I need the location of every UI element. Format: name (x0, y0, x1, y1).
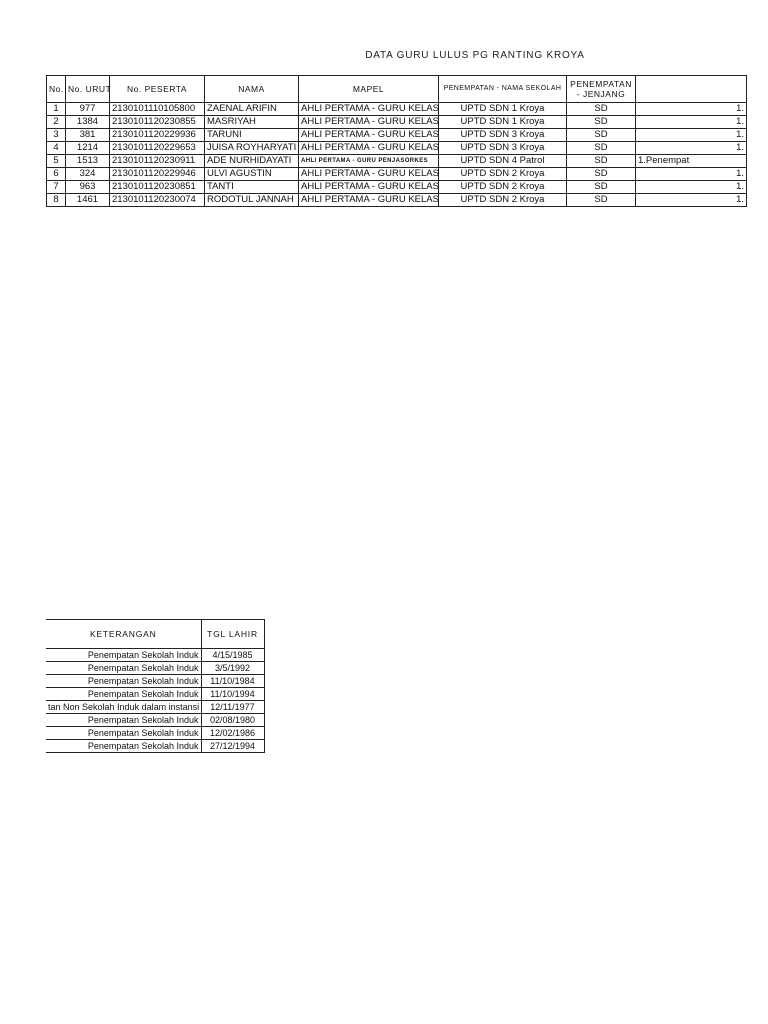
keterangan-row (46, 662, 264, 675)
cell-no: 4 (47, 142, 66, 155)
header-nama-sekolah: PENEMPATAN - NAMA SEKOLAH (439, 76, 567, 103)
keterangan-row (46, 727, 264, 740)
cell-jenjang: SD (567, 103, 636, 116)
cell-keterangan-text: Penempatan Sekolah Induk (46, 675, 201, 688)
keterangan-row (46, 714, 264, 727)
cell-keterangan-text: Penempatan Sekolah Induk (46, 649, 201, 662)
cell-keterangan-text: tan Non Sekolah Induk dalam instansi (48, 702, 200, 712)
cell-mapel: AHLI PERTAMA - GURU KELAS (299, 181, 439, 194)
cell-jenjang: SD (567, 129, 636, 142)
cell-keterangan-text: Penempatan Sekolah Induk (46, 740, 201, 753)
cell-no: 7 (47, 181, 66, 194)
cell-tgl-lahir: 12/02/1986 (201, 727, 264, 740)
cell-nama-sekolah: UPTD SDN 3 Kroya (439, 129, 567, 142)
table-row (47, 129, 747, 142)
header-no-peserta: No. PESERTA (110, 76, 205, 103)
header-tgl-lahir: TGL LAHIR (201, 620, 264, 649)
cell-tgl-lahir: 4/15/1985 (201, 649, 264, 662)
cell-no-urut: 1461 (66, 194, 110, 207)
cell-no-peserta: 2130101120230911 (110, 155, 205, 168)
cell-mapel: AHLI PERTAMA - GURU PENJASORKES (299, 155, 439, 168)
cell-no-peserta: 2130101110105800 (110, 103, 205, 116)
table-row (47, 168, 747, 181)
cell-no-urut: 963 (66, 181, 110, 194)
table-row (47, 181, 747, 194)
cell-nama-sekolah: UPTD SDN 2 Kroya (439, 194, 567, 207)
cell-tgl-lahir: 11/10/1994 (201, 688, 264, 701)
cell-no: 8 (47, 194, 66, 207)
cell-tgl-lahir: 3/5/1992 (201, 662, 264, 675)
cell-no-urut: 1513 (66, 155, 110, 168)
cell-nama: RODOTUL JANNAH (205, 194, 299, 207)
header-nama: NAMA (205, 76, 299, 103)
cell-no: 2 (47, 116, 66, 129)
keterangan-row (46, 675, 264, 688)
table-row (47, 116, 747, 129)
cell-mapel: AHLI PERTAMA - GURU KELAS (299, 142, 439, 155)
cell-nama-sekolah: UPTD SDN 1 Kroya (439, 116, 567, 129)
table-header-row (47, 76, 747, 103)
cell-no-urut: 977 (66, 103, 110, 116)
cell-no-urut: 381 (66, 129, 110, 142)
table-row (47, 142, 747, 155)
keterangan-row (46, 649, 264, 662)
cell-no-peserta: 2130101120230855 (110, 116, 205, 129)
keterangan-table (46, 619, 265, 753)
cell-keterangan: 1. (636, 142, 747, 155)
cell-jenjang: SD (567, 116, 636, 129)
cell-no-peserta: 2130101120229653 (110, 142, 205, 155)
cell-mapel: AHLI PERTAMA - GURU KELAS (299, 129, 439, 142)
cell-no-urut: 1214 (66, 142, 110, 155)
cell-no-peserta: 2130101120230074 (110, 194, 205, 207)
cell-keterangan: 1. (636, 129, 747, 142)
teacher-table (46, 75, 747, 207)
header-keterangan (636, 76, 747, 103)
cell-mapel: AHLI PERTAMA - GURU KELAS (299, 168, 439, 181)
cell-nama: TANTI (205, 181, 299, 194)
cell-nama: JUISA ROYHARYATI (205, 142, 299, 155)
table-row (47, 155, 747, 168)
cell-mapel: AHLI PERTAMA - GURU KELAS (299, 194, 439, 207)
keterangan-row (46, 688, 264, 701)
cell-jenjang: SD (567, 194, 636, 207)
cell-no-urut: 1384 (66, 116, 110, 129)
cell-keterangan-text: Penempatan Sekolah Induk (46, 714, 201, 727)
header-no: No. (47, 76, 66, 103)
cell-nama-sekolah: UPTD SDN 4 Patrol (439, 155, 567, 168)
cell-no-urut: 324 (66, 168, 110, 181)
cell-tgl-lahir: 27/12/1994 (201, 740, 264, 753)
cell-keterangan: 1. (636, 181, 747, 194)
cell-keterangan-text: Penempatan Sekolah Induk (46, 662, 201, 675)
cell-no-peserta: 2130101120229936 (110, 129, 205, 142)
cell-nama-sekolah: UPTD SDN 3 Kroya (439, 142, 567, 155)
cell-keterangan: 1. (636, 168, 747, 181)
cell-jenjang: SD (567, 181, 636, 194)
header-mapel: MAPEL (299, 76, 439, 103)
cell-keterangan: 1. (636, 103, 747, 116)
cell-keterangan-text: Penempatan Sekolah Induk (46, 688, 201, 701)
cell-nama: ULVI AGUSTIN (205, 168, 299, 181)
header-no-urut: No. URUT (66, 76, 110, 103)
keterangan-header-row (46, 620, 264, 649)
cell-no: 3 (47, 129, 66, 142)
header-jenjang: PENEMPATAN - JENJANG (567, 76, 636, 103)
cell-no-peserta: 2130101120229946 (110, 168, 205, 181)
keterangan-row (46, 740, 264, 753)
cell-keterangan: 1. (636, 116, 747, 129)
cell-no: 5 (47, 155, 66, 168)
keterangan-row (46, 701, 264, 714)
cell-jenjang: SD (567, 155, 636, 168)
cell-mapel: AHLI PERTAMA - GURU KELAS (299, 103, 439, 116)
document-title: DATA GURU LULUS PG RANTING KROYA (365, 50, 585, 61)
cell-nama-sekolah: UPTD SDN 1 Kroya (439, 103, 567, 116)
cell-tgl-lahir: 02/08/1980 (201, 714, 264, 727)
cell-no: 6 (47, 168, 66, 181)
cell-mapel: AHLI PERTAMA - GURU KELAS (299, 116, 439, 129)
cell-nama: ADE NURHIDAYATI (205, 155, 299, 168)
cell-keterangan: 1. (636, 194, 747, 207)
table-row (47, 194, 747, 207)
cell-no: 1 (47, 103, 66, 116)
cell-nama-sekolah: UPTD SDN 2 Kroya (439, 181, 567, 194)
cell-nama: TARUNI (205, 129, 299, 142)
cell-jenjang: SD (567, 168, 636, 181)
cell-nama: MASRIYAH (205, 116, 299, 129)
teacher-table-container (46, 75, 744, 210)
cell-keterangan-text: Penempatan Sekolah Induk (46, 727, 201, 740)
cell-tgl-lahir: 11/10/1984 (201, 675, 264, 688)
cell-nama-sekolah: UPTD SDN 2 Kroya (439, 168, 567, 181)
cell-tgl-lahir: 12/11/1977 (201, 701, 264, 714)
cell-nama: ZAENAL ARIFIN (205, 103, 299, 116)
table-row (47, 103, 747, 116)
keterangan-table-container (46, 619, 264, 752)
header-keterangan-label: KETERANGAN (46, 620, 201, 649)
cell-keterangan: 1.Penempat (636, 155, 747, 168)
cell-jenjang: SD (567, 142, 636, 155)
cell-no-peserta: 2130101120230851 (110, 181, 205, 194)
